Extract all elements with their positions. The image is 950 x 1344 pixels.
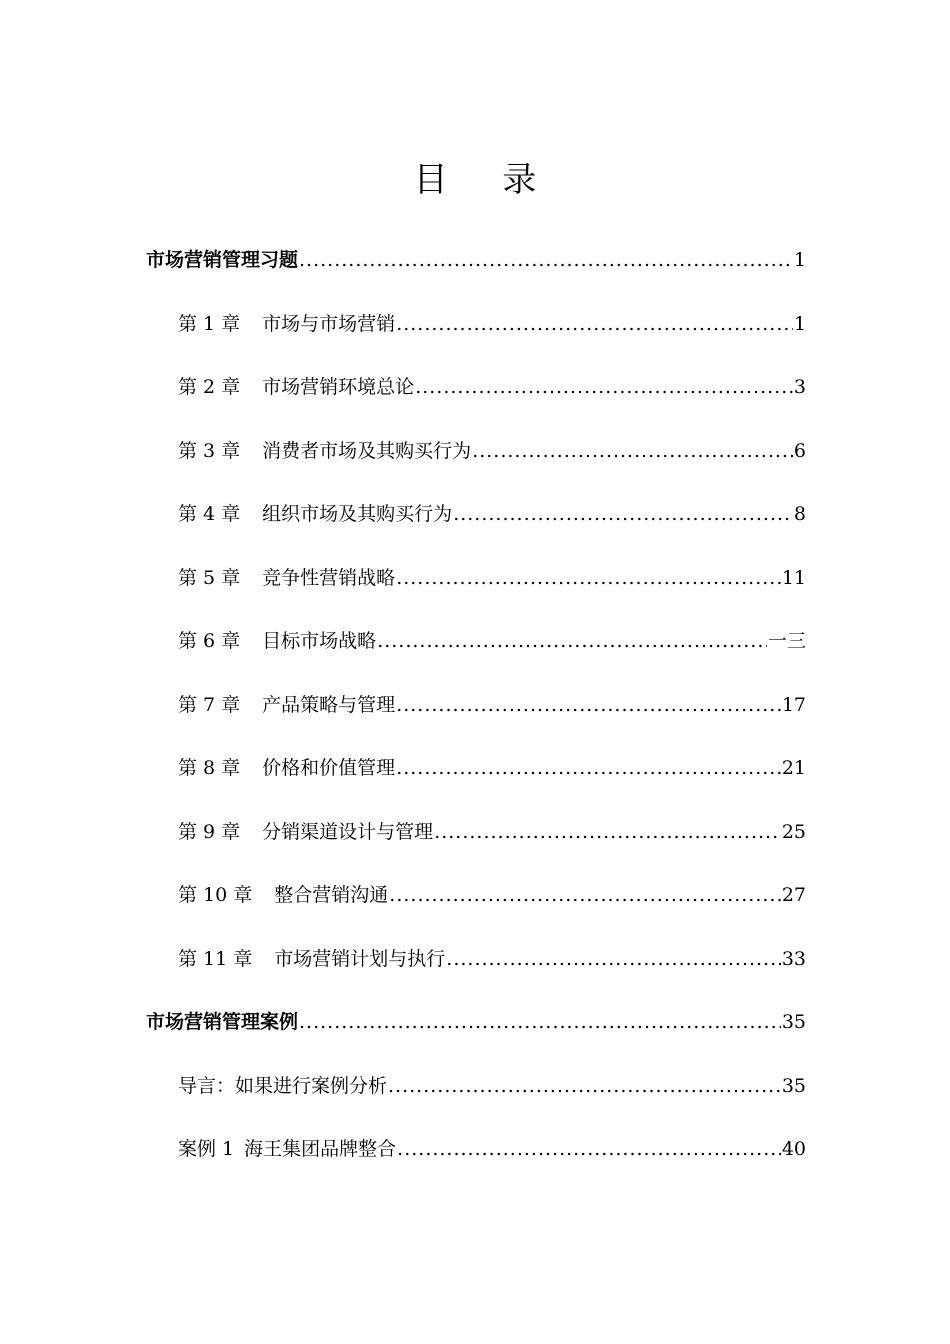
- toc-entry-text: 市场营销环境总论: [262, 376, 415, 398]
- toc-chapter-number: 案例 1: [178, 1138, 235, 1160]
- dot-leader: [415, 367, 793, 407]
- dot-leader: [388, 1066, 781, 1106]
- toc-entry[interactable]: [146, 939, 806, 1003]
- toc-chapter-number: 第 3 章: [178, 439, 241, 462]
- toc-page-number: 35: [781, 1011, 806, 1033]
- dot-leader: [472, 431, 793, 471]
- dot-leader: [434, 812, 781, 852]
- toc-entry-label: [178, 685, 395, 725]
- toc-page-number: 6: [793, 439, 806, 462]
- toc-page-number: 1: [793, 312, 806, 335]
- toc-title: 目 录: [413, 160, 559, 200]
- toc-chapter-number: 第 4 章: [178, 503, 241, 525]
- toc-entry-label: [178, 621, 376, 661]
- toc-entry[interactable]: [146, 621, 806, 685]
- toc-entry-text: 组织市场及其购买行为: [262, 503, 453, 525]
- toc-list: [146, 240, 806, 1193]
- toc-chapter-number: 第 9 章: [178, 820, 241, 843]
- toc-chapter-number: 第 5 章: [178, 566, 241, 589]
- toc-entry[interactable]: [146, 1129, 806, 1193]
- toc-chapter-number: 第 2 章: [178, 376, 241, 398]
- toc-entry-text: 市场营销管理习题: [146, 249, 299, 271]
- toc-entry[interactable]: [146, 748, 806, 812]
- toc-page-number: 11: [781, 566, 806, 589]
- toc-entry-label: [178, 367, 414, 407]
- toc-chapter-number: 第 8 章: [178, 757, 241, 779]
- toc-entry[interactable]: [146, 685, 806, 749]
- toc-page-number: 27: [781, 884, 806, 906]
- dot-leader: [389, 875, 781, 915]
- toc-entry-label: [178, 748, 395, 788]
- toc-entry-label: [178, 558, 395, 598]
- toc-entry[interactable]: [146, 1002, 806, 1066]
- toc-entry-text: 海王集团品牌整合: [244, 1138, 397, 1160]
- toc-page-number: 8: [793, 503, 806, 525]
- toc-page-number: 17: [781, 693, 806, 716]
- toc-entry-text: 市场营销管理案例: [146, 1011, 299, 1033]
- toc-chapter-number: 第 10 章: [178, 884, 253, 906]
- toc-entry-text: 分销渠道设计与管理: [262, 820, 434, 843]
- dot-leader: [396, 558, 781, 598]
- toc-chapter-number: 第 11 章: [178, 947, 253, 970]
- dot-leader: [396, 748, 781, 788]
- toc-entry-text: 导言：如果进行案例分析: [178, 1074, 388, 1097]
- toc-entry-label: [178, 1066, 387, 1106]
- toc-entry[interactable]: [146, 875, 806, 939]
- toc-entry[interactable]: [146, 304, 806, 368]
- dot-leader: [299, 240, 793, 280]
- toc-page-number: 21: [781, 757, 806, 779]
- toc-entry[interactable]: [146, 812, 806, 876]
- toc-entry-text: 产品策略与管理: [262, 693, 396, 716]
- toc-chapter-number: 第 6 章: [178, 630, 241, 652]
- toc-page-number: 3: [793, 376, 806, 398]
- toc-entry-label: [178, 812, 433, 852]
- toc-entry-label: [178, 939, 445, 979]
- toc-entry-label: [178, 1129, 396, 1169]
- toc-entry-label: [146, 1002, 298, 1042]
- toc-entry-text: 市场营销计划与执行: [274, 947, 446, 970]
- dot-leader: [396, 685, 781, 725]
- dot-leader: [377, 621, 767, 661]
- dot-leader: [299, 1002, 781, 1042]
- toc-entry-text: 整合营销沟通: [274, 884, 389, 906]
- toc-page-number: 35: [781, 1074, 806, 1097]
- toc-chapter-number: 第 1 章: [178, 312, 241, 335]
- toc-entry-text: 价格和价值管理: [262, 757, 396, 779]
- toc-entry[interactable]: [146, 558, 806, 622]
- toc-entry[interactable]: [146, 494, 806, 558]
- dot-leader: [397, 1129, 781, 1169]
- toc-entry-text: 竞争性营销战略: [262, 566, 396, 589]
- toc-entry-label: [178, 875, 388, 915]
- dot-leader: [396, 304, 793, 344]
- toc-page-number: 一三: [767, 630, 806, 652]
- toc-entry[interactable]: [146, 431, 806, 495]
- toc-entry-label: [178, 494, 452, 534]
- toc-chapter-number: 第 7 章: [178, 693, 241, 716]
- dot-leader: [446, 939, 781, 979]
- toc-entry[interactable]: [146, 240, 806, 304]
- dot-leader: [453, 494, 793, 534]
- toc-entry-label: [178, 304, 395, 344]
- toc-entry-label: [178, 431, 471, 471]
- toc-entry-label: [146, 240, 298, 280]
- toc-page-number: 33: [781, 947, 806, 970]
- toc-page-number: 1: [793, 249, 806, 271]
- toc-entry[interactable]: [146, 1066, 806, 1130]
- toc-page-number: 40: [781, 1138, 806, 1160]
- toc-entry-text: 市场与市场营销: [262, 312, 396, 335]
- toc-entry-text: 目标市场战略: [262, 630, 377, 652]
- toc-entry-text: 消费者市场及其购买行为: [262, 439, 472, 462]
- toc-page-number: 25: [781, 820, 806, 843]
- toc-entry[interactable]: [146, 367, 806, 431]
